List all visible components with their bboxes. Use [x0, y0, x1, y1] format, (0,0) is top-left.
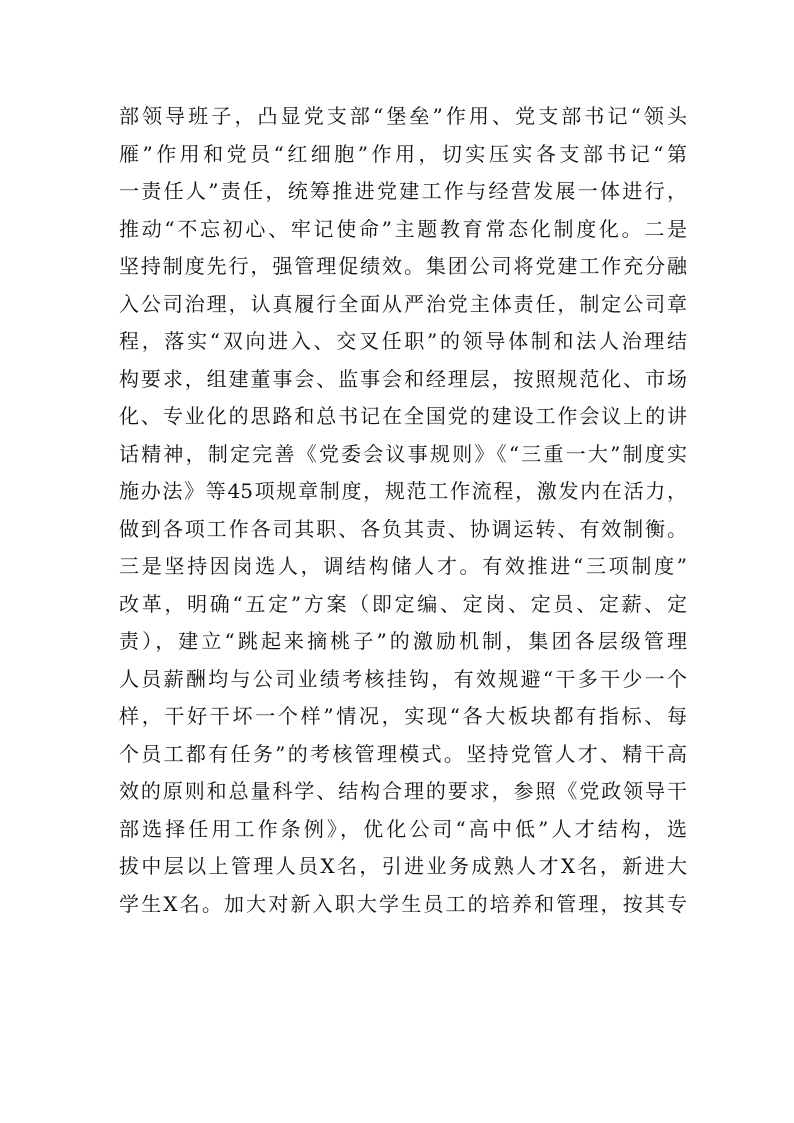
text-line: 改革，明确“五定”方案（即定编、定岗、定员、定薪、定	[119, 591, 687, 616]
text-line: 施办法》等45项规章制度，规范工作流程，激发内在活力，	[119, 479, 687, 503]
text-line: 化、专业化的思路和总书记在全国党的建设工作会议上的讲	[119, 404, 687, 428]
text-line: 部选择任用工作条例》，优化公司“高中低”人才结构，选	[119, 816, 687, 841]
text-line: 雁”作用和党员“红细胞”作用，切实压实各支部书记“第	[119, 141, 687, 166]
text-line: 个员工都有任务”的考核管理模式。坚持党管人才、精干高	[119, 741, 687, 766]
text-line: 坚持制度先行，强管理促绩效。集团公司将党建工作充分融	[119, 254, 687, 278]
text-line: 推动“不忘初心、牢记使命”主题教育常态化制度化。二是	[119, 216, 687, 241]
text-line: 部领导班子，凸显党支部“堡垒”作用、党支部书记“领头	[119, 104, 687, 128]
text-line: 程，落实“双向进入、交叉任职”的领导体制和法人治理结	[119, 329, 687, 353]
text-line: 入公司治理，认真履行全面从严治党主体责任，制定公司章	[119, 291, 687, 316]
body-text	[119, 98, 687, 923]
text-line: 效的原则和总量科学、结构合理的要求，参照《党政领导干	[119, 779, 687, 803]
text-line: 构要求，组建董事会、监事会和经理层，按照规范化、市场	[119, 366, 687, 391]
text-line: 样，干好干坏一个样”情况，实现“各大板块都有指标、每	[119, 704, 687, 728]
text-line: 一责任人”责任，统筹推进党建工作与经营发展一体进行，	[119, 179, 687, 203]
text-line: 做到各项工作各司其职、各负其责、协调运转、有效制衡。	[119, 516, 687, 541]
text-line: 学生X名。加大对新入职大学生员工的培养和管理，按其专	[119, 891, 687, 916]
text-line: 拔中层以上管理人员X名，引进业务成熟人才X名，新进大	[119, 854, 687, 878]
text-line: 话精神，制定完善《党委会议事规则》《“三重一大”制度实	[119, 441, 687, 466]
text-line: 责），建立“跳起来摘桃子”的激励机制，集团各层级管理	[119, 629, 687, 653]
text-line: 三是坚持因岗选人，调结构储人才。有效推进“三项制度”	[119, 554, 687, 578]
text-line: 人员薪酬均与公司业绩考核挂钩，有效规避“干多干少一个	[119, 666, 687, 691]
